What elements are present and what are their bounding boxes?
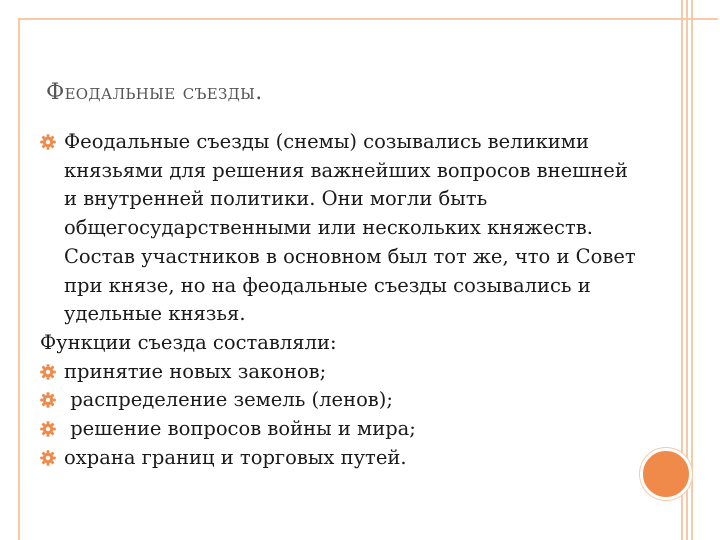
frame-left-line: [18, 18, 20, 540]
slide-title-rest: еодальные съезды.: [64, 80, 263, 105]
bullet-icon: [40, 450, 56, 466]
slide-content: [40, 128, 640, 472]
list-item: [40, 444, 640, 473]
decorative-circle: [640, 448, 692, 500]
bullet-icon: [40, 134, 56, 150]
list-item-text: охрана границ и торговых путей.: [64, 445, 407, 469]
list-item-text: распределение земель (ленов);: [64, 388, 393, 412]
bullet-icon: [40, 364, 56, 380]
bullet-icon: [40, 392, 56, 408]
bullet-icon: [40, 421, 56, 437]
slide-title: [46, 80, 263, 105]
slide-title-initial: Ф: [46, 80, 65, 105]
intro-paragraph: Феодальные съезды (снемы) созывались великими князьями для решения важнейших вопросов внешней и внутренней политики. Они могли быть общегосударственными или нескольких княжеств. Состав участников в основном был тот же, что и Совет при князе, но на феодальные съезды созывались и удельные князья.: [64, 130, 636, 326]
list-item: [40, 386, 640, 415]
list-item: [40, 415, 640, 444]
list-item-text: принятие новых законов;: [64, 359, 327, 383]
functions-heading: Функции съезда составляли:: [40, 330, 337, 354]
frame-top-line: [18, 18, 718, 20]
list-item-text: решение вопросов войны и мира;: [64, 417, 416, 441]
list-item: [40, 358, 640, 387]
intro-paragraph-block: [40, 128, 640, 329]
